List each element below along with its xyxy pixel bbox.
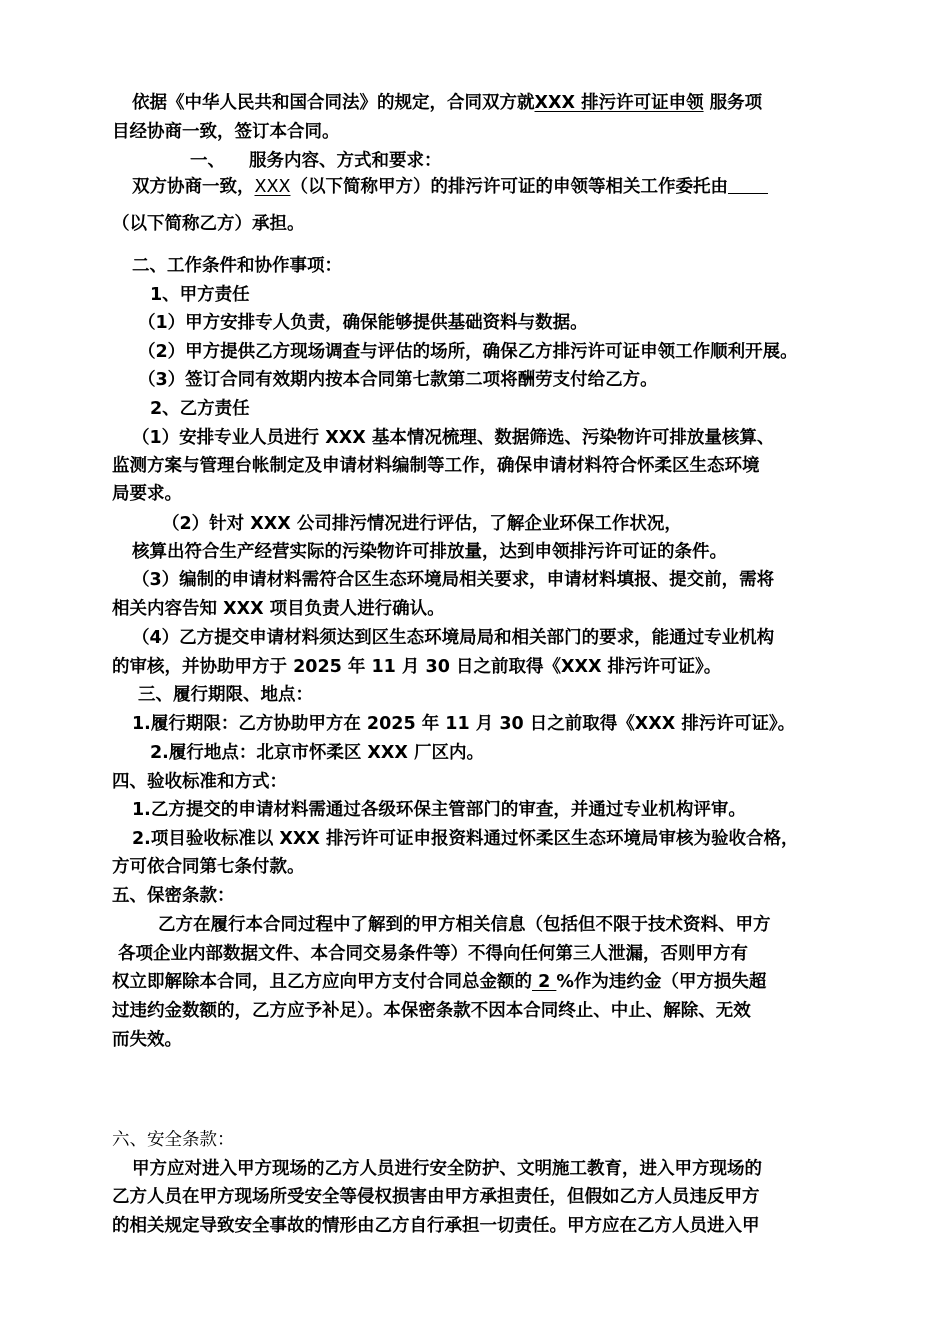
section-1-title: 服务内容、方式和要求： bbox=[249, 151, 442, 171]
section-4-heading: 四、验收标准和方式： bbox=[112, 772, 287, 792]
section-5-line-5: 而失效。 bbox=[112, 1030, 182, 1050]
intro-text: 依据《中华人民共和国合同法》的规定，合同双方就 bbox=[132, 93, 535, 113]
party-b-duties-heading: 2、乙方责任 bbox=[150, 399, 250, 419]
party-b-duty-4-line-2: 的审核，并协助甲方于 2025 年 11 月 30 日之前取得《XXX 排污许可证》。 bbox=[112, 657, 722, 677]
section-4-line-3: 方可依合同第七条付款。 bbox=[112, 857, 305, 877]
s5-text-tail: %作为违约金（甲方损失超 bbox=[556, 972, 767, 992]
section-4-line-1: 1.乙方提交的申请材料需通过各级环保主管部门的审查，并通过专业机构评审。 bbox=[132, 800, 746, 820]
party-a-duty-2: （2）甲方提供乙方现场调查与评估的场所，确保乙方排污许可证申领工作顺利开展。 bbox=[138, 342, 798, 362]
s1-text: 双方协商一致， bbox=[132, 177, 255, 197]
section-6-line-2: 乙方人员在甲方现场所受安全等侵权损害由甲方承担责任，但假如乙方人员违反甲方 bbox=[112, 1187, 760, 1207]
party-b-duty-1-line-2: 监测方案与管理台帐制定及申请材料编制等工作，确保申请材料符合怀柔区生态环境 bbox=[112, 456, 760, 476]
section-6-line-3: 的相关规定导致安全事故的情形由乙方自行承担一切责任。甲方应在乙方人员进入甲 bbox=[112, 1216, 760, 1236]
intro-line-2: 目经协商一致，签订本合同。 bbox=[112, 122, 340, 142]
party-a-duty-1: （1）甲方安排专人负责，确保能够提供基础资料与数据。 bbox=[138, 313, 588, 333]
section-5-line-4: 过违约金数额的，乙方应予补足）。本保密条款不因本合同终止、中止、解除、无效 bbox=[112, 1001, 751, 1021]
party-b-name-blank bbox=[728, 175, 768, 194]
section-1-line-1 bbox=[132, 175, 768, 199]
party-b-duty-4-line-1: （4）乙方提交申请材料须达到区生态环境局局和相关部门的要求，能通过专业机构 bbox=[132, 628, 775, 648]
intro-text-tail: 服务项 bbox=[709, 93, 763, 113]
section-6-line-1: 甲方应对进入甲方现场的乙方人员进行安全防护、文明施工教育，进入甲方现场的 bbox=[132, 1159, 762, 1179]
section-5-heading: 五、保密条款： bbox=[112, 886, 235, 906]
section-4-line-2: 2.项目验收标准以 XXX 排污许可证申报资料通过怀柔区生态环境局审核为验收合格， bbox=[132, 829, 799, 849]
penalty-percent-field: 2 bbox=[532, 972, 557, 992]
service-name-field: XXX 排污许可证申领 bbox=[534, 93, 704, 113]
party-b-duty-2-line-1: （2）针对 XXX 公司排污情况进行评估，了解企业环保工作状况， bbox=[162, 514, 682, 534]
party-b-duty-1-line-3: 局要求。 bbox=[112, 484, 182, 504]
s1-text-tail: （以下简称甲方）的排污许可证的申领等相关工作委托由 bbox=[290, 177, 728, 197]
party-a-duty-3: （3）签订合同有效期内按本合同第七款第二项将酬劳支付给乙方。 bbox=[138, 370, 658, 390]
party-b-duty-3-line-1: （3）编制的申请材料需符合区生态环境局相关要求，申请材料填报、提交前，需将 bbox=[132, 570, 775, 590]
section-3-line-1: 1.履行期限：乙方协助甲方在 2025 年 11 月 30 日之前取得《XXX 排污许可证》。 bbox=[132, 714, 796, 734]
section-1-heading bbox=[190, 149, 442, 173]
party-b-duty-2-line-2: 核算出符合生产经营实际的污染物许可排放量，达到申领排污许可证的条件。 bbox=[132, 542, 727, 562]
section-3-heading: 三、履行期限、地点： bbox=[138, 685, 313, 705]
party-b-duty-3-line-2: 相关内容告知 XXX 项目负责人进行确认。 bbox=[112, 599, 445, 619]
intro-line-1 bbox=[132, 91, 762, 115]
section-5-line-3 bbox=[112, 970, 766, 994]
party-b-duty-1-line-1: （1）安排专业人员进行 XXX 基本情况梳理、数据筛选、污染物许可排放量核算、 bbox=[132, 428, 775, 448]
party-a-name-field: XXX bbox=[254, 177, 291, 197]
section-5-line-2: 各项企业内部数据文件、本合同交易条件等）不得向任何第三人泄漏，否则甲方有 bbox=[118, 944, 748, 964]
section-3-line-2: 2.履行地点：北京市怀柔区 XXX 厂区内。 bbox=[150, 743, 484, 763]
section-6-heading: 六、安全条款： bbox=[112, 1130, 235, 1150]
s5-text: 权立即解除本合同，且乙方应向甲方支付合同总金额的 bbox=[112, 972, 532, 992]
section-1-number: 一、 bbox=[190, 151, 225, 171]
section-2-heading: 二、工作条件和协作事项： bbox=[132, 256, 342, 276]
party-a-duties-heading: 1、甲方责任 bbox=[150, 285, 250, 305]
section-1-line-2: （以下简称乙方）承担。 bbox=[112, 214, 305, 234]
section-5-line-1: 乙方在履行本合同过程中了解到的甲方相关信息（包括但不限于技术资料、甲方 bbox=[158, 915, 771, 935]
